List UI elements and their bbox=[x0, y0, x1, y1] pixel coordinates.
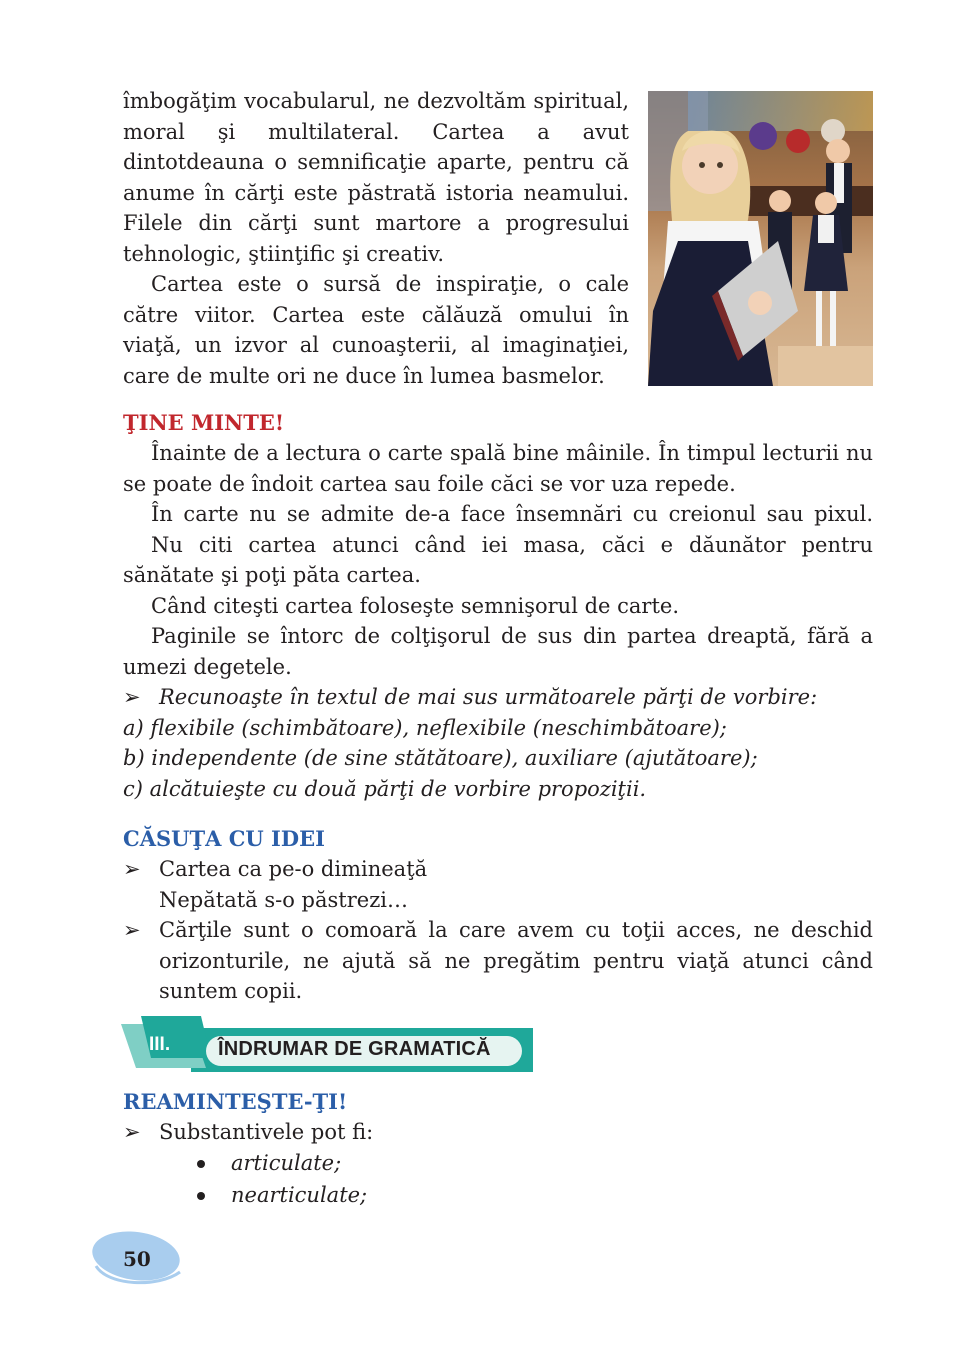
arrow-bullet-icon: ➢ bbox=[123, 918, 141, 942]
bullet-dot-icon bbox=[197, 1160, 205, 1168]
intro-text bbox=[123, 86, 629, 391]
idea-item bbox=[123, 854, 873, 915]
intro-paragraph-2: Cartea este o sursă de inspiraţie, o cale către viitor. Cartea este călăuză omului în viaţă, un izvor al cunoaşterii, al imaginaţiei, care de multe ori ne duce în lumea basmelor. bbox=[123, 272, 629, 388]
recall-intro-text: Substantivele pot fi: bbox=[159, 1120, 374, 1144]
banner-number: III. bbox=[149, 1034, 171, 1055]
recall-bullet-list bbox=[195, 1148, 367, 1211]
exercise-instruction bbox=[123, 682, 873, 713]
arrow-bullet-icon: ➢ bbox=[123, 1120, 141, 1144]
page-number-badge bbox=[88, 1228, 184, 1288]
ideas-heading: CĂSUŢA CU IDEI bbox=[123, 826, 325, 851]
list-item bbox=[195, 1180, 367, 1212]
remember-heading: ŢINE MINTE! bbox=[123, 410, 285, 435]
bullet-dot-icon bbox=[197, 1192, 205, 1200]
ideas-section bbox=[123, 854, 873, 1007]
schoolgirl-photo bbox=[648, 91, 873, 386]
idea-line: Cărţile sunt o comoară la care avem cu toţii acces, ne deschid orizonturile, ne ajută să ne pregătim pentru viaţă atunci când suntem copii. bbox=[159, 918, 873, 1003]
remember-paragraph-4: Când citeşti cartea foloseşte semnişorul de carte. bbox=[151, 593, 680, 618]
banner-label: ÎNDRUMAR DE GRAMATICĂ bbox=[218, 1038, 491, 1060]
idea-line: Cartea ca pe-o dimineaţă bbox=[159, 857, 428, 881]
remember-paragraph-5: Paginile se întorc de colţişorul de sus din partea dreaptă, fără a umezi degetele. bbox=[123, 624, 873, 679]
recall-intro-line bbox=[123, 1117, 873, 1148]
exercise-item-c: c) alcătuieşte cu două părţi de vorbire propoziţii. bbox=[123, 776, 647, 801]
recall-heading: REAMINTEŞTE-ŢI! bbox=[123, 1089, 348, 1114]
exercise-item-b: b) independente (de sine stătătoare), auxiliare (ajutătoare); bbox=[123, 746, 758, 770]
arrow-bullet-icon: ➢ bbox=[123, 685, 141, 709]
list-item-text: articulate; bbox=[231, 1151, 342, 1175]
remember-paragraph-1: Înainte de a lectura o carte spală bine mâinile. În timpul lecturii nu se poate de îndoit cartea sau foile căci se vor uza repede. bbox=[123, 441, 873, 496]
page-number: 50 bbox=[123, 1247, 151, 1271]
list-item bbox=[195, 1148, 367, 1180]
list-item-text: nearticulate; bbox=[231, 1182, 368, 1207]
recall-intro bbox=[123, 1117, 873, 1148]
idea-item bbox=[123, 915, 873, 1007]
intro-paragraph-1: îmbogăţim vocabularul, ne dezvoltăm spiritual, moral şi multilateral. Cartea a avut dintotdeauna o semnificaţie aparte, pentru că anume în cărţi este păstrată istoria neamului. Filele din cărţi sunt martore a progresului tehnologic, ştiinţific şi creativ. bbox=[123, 89, 629, 266]
remember-paragraph-2: În carte nu se admite de-a face însemnări cu creionul sau pixul. bbox=[151, 502, 873, 526]
idea-line: Nepătată s-o păstrezi… bbox=[159, 887, 408, 912]
remember-paragraph-3: Nu citi cartea atunci când iei masa, căci e dăunător pentru sănătate şi poţi păta cartea. bbox=[123, 532, 873, 587]
exercise-item-a: a) flexibile (schimbătoare), neflexibile (neschimbătoare); bbox=[123, 715, 727, 740]
remember-section bbox=[123, 438, 873, 804]
arrow-bullet-icon: ➢ bbox=[123, 857, 141, 881]
exercise-text: Recunoaşte în textul de mai sus următoarele părţi de vorbire: bbox=[159, 685, 818, 709]
grammar-section-banner bbox=[121, 1016, 534, 1074]
